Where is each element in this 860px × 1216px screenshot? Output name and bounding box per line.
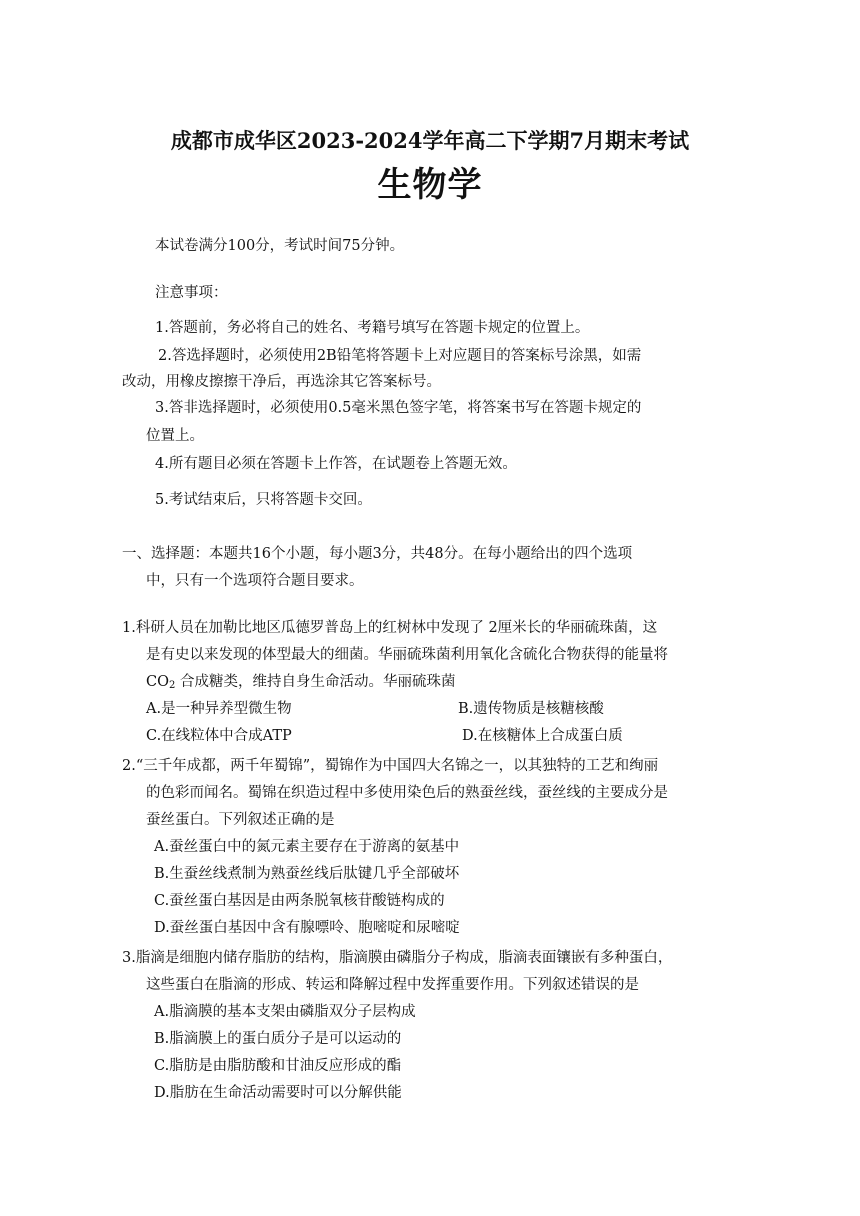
question-2-text: 2.“三千年成都，两千年蜀锦”，蜀锦作为中国四大名锦之一，以其独特的工艺和绚丽 — [122, 758, 659, 774]
section-heading: 一、选择题：本题共16个小题，每小题3分，共48分。在每小题给出的四个选项 — [122, 546, 633, 562]
notice-item: 4.所有题目必须在答题卡上作答，在试题卷上答题无效。 — [155, 456, 517, 472]
notice-item: 3.答非选择题时，必须使用0.5毫米黑色签字笔，将答案书写在答题卡规定的 — [155, 400, 642, 416]
question-1-option-b: B.遗传物质是核糖核酸 — [458, 701, 604, 717]
notice-item: 位置上。 — [146, 428, 204, 444]
exam-title: 成都市成华区2023-2024学年高二下学期7月期末考试 — [170, 128, 690, 153]
question-2-text: 蚕丝蛋白。下列叙述正确的是 — [146, 812, 335, 828]
question-3-option-a: A.脂滴膜的基本支架由磷脂双分子层构成 — [154, 1004, 416, 1020]
question-1-text: $CO_2$ 合成糖类，维持自身生命活动。华丽硫珠菌 — [146, 674, 456, 691]
question-3-text: 3.脂滴是细胞内储存脂肪的结构，脂滴膜由磷脂分子构成，脂滴表面镶嵌有多种蛋白， — [122, 950, 673, 966]
question-1-option-d: D.在核糖体上合成蛋白质 — [462, 728, 623, 744]
question-3-option-c: C.脂肪是由脂肪酸和甘油反应形成的酯 — [154, 1058, 402, 1074]
notice-item: 1.答题前，务必将自己的姓名、考籍号填写在答题卡规定的位置上。 — [155, 320, 590, 336]
exam-subject: 生物学 — [377, 165, 483, 205]
section-heading-cont: 中，只有一个选项符合题目要求。 — [146, 573, 364, 589]
exam-info: 本试卷满分100分，考试时间75分钟。 — [155, 238, 405, 254]
question-1-option-a: A.是一种异养型微生物 — [146, 701, 292, 717]
notice-heading: 注意事项： — [155, 285, 228, 301]
question-1-text: 是有史以来发现的体型最大的细菌。华丽硫珠菌利用氧化含硫化合物获得的能量将 — [146, 647, 668, 663]
question-3-option-b: B.脂滴膜上的蛋白质分子是可以运动的 — [154, 1031, 402, 1047]
question-2-option-a: A.蚕丝蛋白中的氮元素主要存在于游离的氨基中 — [154, 839, 460, 855]
notice-item: 2.答选择题时，必须使用2B铅笔将答题卡上对应题目的答案标号涂黑，如需 — [158, 348, 642, 364]
question-2-option-d: D.蚕丝蛋白基因中含有腺嘌呤、胞嘧啶和尿嘧啶 — [154, 920, 460, 936]
question-2-option-b: B.生蚕丝线煮制为熟蚕丝线后肽键几乎全部破坏 — [154, 866, 460, 882]
question-3-text: 这些蛋白在脂滴的形成、转运和降解过程中发挥重要作用。下列叙述错误的是 — [146, 977, 639, 993]
question-2-option-c: C.蚕丝蛋白基因是由两条脱氧核苷酸链构成的 — [154, 893, 445, 909]
notice-item: 5.考试结束后，只将答题卡交回。 — [155, 492, 372, 508]
notice-item: 改动，用橡皮擦擦干净后，再选涂其它答案标号。 — [122, 374, 441, 390]
question-1-option-c: C.在线粒体中合成ATP — [146, 728, 292, 744]
question-2-text: 的色彩而闻名。蜀锦在织造过程中多使用染色后的熟蚕丝线，蚕丝线的主要成分是 — [146, 785, 668, 801]
question-1-text: 1.科研人员在加勒比地区瓜德罗普岛上的红树林中发现了 2厘米长的华丽硫珠菌，这 — [122, 620, 658, 636]
question-3-option-d: D.脂肪在生命活动需要时可以分解供能 — [154, 1085, 402, 1101]
